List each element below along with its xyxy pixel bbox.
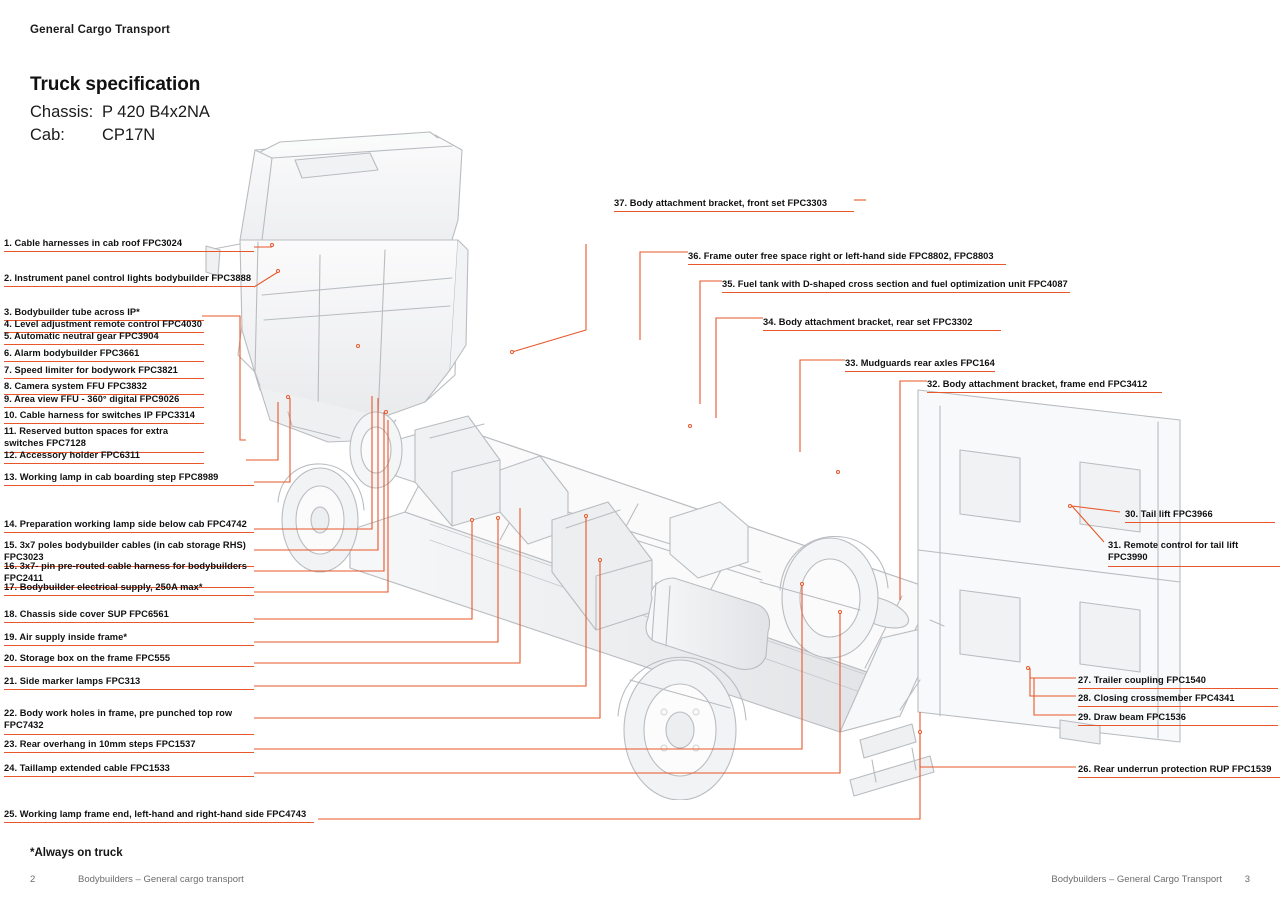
callout-31: 31. Remote control for tail lift FPC3990 <box>1108 539 1280 567</box>
anchor-dot <box>496 516 500 520</box>
cab-label: Cab: <box>30 125 65 144</box>
anchor-dot <box>1026 666 1030 670</box>
truck-illustration <box>200 120 1210 800</box>
callout-22: 22. Body work holes in frame, pre punched top row FPC7432 <box>4 707 254 735</box>
callout-7: 7. Speed limiter for bodywork FPC3821 <box>4 364 204 379</box>
callout-21: 21. Side marker lamps FPC313 <box>4 675 254 690</box>
callout-2: 2. Instrument panel control lights bodybuilder FPC3888 <box>4 272 254 287</box>
cab-row <box>30 124 210 147</box>
anchor-dot <box>800 582 804 586</box>
callout-32: 32. Body attachment bracket, frame end FPC3412 <box>927 378 1162 393</box>
anchor-dot <box>384 410 388 414</box>
callout-9: 9. Area view FFU - 360° digital FPC9026 <box>4 393 204 408</box>
anchor-dot <box>584 514 588 518</box>
title-block <box>30 74 210 147</box>
page-title: Truck specification <box>30 74 201 95</box>
callout-17: 17. Bodybuilder electrical supply, 250A max* <box>4 581 254 596</box>
callout-10: 10. Cable harness for switches IP FPC3314 <box>4 409 204 424</box>
chassis-value: P 420 B4x2NA <box>102 103 210 121</box>
anchor-dot <box>270 243 274 247</box>
callout-36: 36. Frame outer free space right or left-hand side FPC8802, FPC8803 <box>688 250 1006 265</box>
callout-18: 18. Chassis side cover SUP FPC6561 <box>4 608 254 623</box>
callout-28: 28. Closing crossmember FPC4341 <box>1078 692 1278 707</box>
document-kicker: General Cargo Transport <box>30 24 171 36</box>
chassis-label: Chassis: <box>30 103 94 121</box>
footer-page-right: 3 <box>1244 874 1250 885</box>
chassis-row <box>30 101 210 124</box>
callout-25: 25. Working lamp frame end, left-hand and right-hand side FPC4743 <box>4 808 314 823</box>
always-on-truck-note: *Always on truck <box>30 847 123 859</box>
callout-26: 26. Rear underrun protection RUP FPC1539 <box>1078 763 1280 778</box>
callout-23: 23. Rear overhang in 10mm steps FPC1537 <box>4 738 254 753</box>
callout-16: 16. 3x7- pin pre-routed cable harness for bodybuilders FPC2411 <box>4 560 254 588</box>
footer-text-right: Bodybuilders – General Cargo Transport <box>1051 874 1222 885</box>
anchor-dot <box>286 395 290 399</box>
callout-34: 34. Body attachment bracket, rear set FPC3302 <box>763 316 1001 331</box>
callout-13: 13. Working lamp in cab boarding step FPC8989 <box>4 471 254 486</box>
callout-27: 27. Trailer coupling FPC1540 <box>1078 674 1278 689</box>
callout-24: 24. Taillamp extended cable FPC1533 <box>4 762 254 777</box>
callout-11: 11. Reserved button spaces for extra switches FPC7128 <box>4 425 204 453</box>
anchor-dot <box>598 558 602 562</box>
anchor-dot <box>688 424 692 428</box>
anchor-dot <box>276 269 280 273</box>
callout-5: 5. Automatic neutral gear FPC3904 <box>4 330 204 345</box>
callout-14: 14. Preparation working lamp side below cab FPC4742 <box>4 518 254 533</box>
callout-30: 30. Tail lift FPC3966 <box>1125 508 1275 523</box>
callout-35: 35. Fuel tank with D-shaped cross section and fuel optimization unit FPC4087 <box>722 278 1070 293</box>
callout-8: 8. Camera system FFU FPC3832 <box>4 380 204 395</box>
anchor-dot <box>470 518 474 522</box>
callout-33: 33. Mudguards rear axles FPC164 <box>845 357 995 372</box>
callout-12: 12. Accessory holder FPC6311 <box>4 449 204 464</box>
anchor-dot <box>1068 504 1072 508</box>
callout-15: 15. 3x7 poles bodybuilder cables (in cab storage RHS) FPC3023 <box>4 539 254 567</box>
anchor-dot <box>918 730 922 734</box>
callout-20: 20. Storage box on the frame FPC555 <box>4 652 254 667</box>
callout-4: 4. Level adjustment remote control FPC4030 <box>4 318 204 333</box>
callout-6: 6. Alarm bodybuilder FPC3661 <box>4 347 204 362</box>
footer-page-left: 2 <box>30 874 36 885</box>
anchor-dot <box>510 350 514 354</box>
callout-29: 29. Draw beam FPC1536 <box>1078 711 1278 726</box>
page-footer <box>0 874 1280 888</box>
callout-19: 19. Air supply inside frame* <box>4 631 254 646</box>
callout-3: 3. Bodybuilder tube across IP* <box>4 306 204 321</box>
footer-text-left: Bodybuilders – General cargo transport <box>78 874 244 885</box>
anchor-dot <box>838 610 842 614</box>
callout-37: 37. Body attachment bracket, front set FPC3303 <box>614 197 854 212</box>
callout-1: 1. Cable harnesses in cab roof FPC3024 <box>4 237 254 252</box>
anchor-dot <box>356 344 360 348</box>
anchor-dot <box>836 470 840 474</box>
cab-value: CP17N <box>102 125 156 144</box>
